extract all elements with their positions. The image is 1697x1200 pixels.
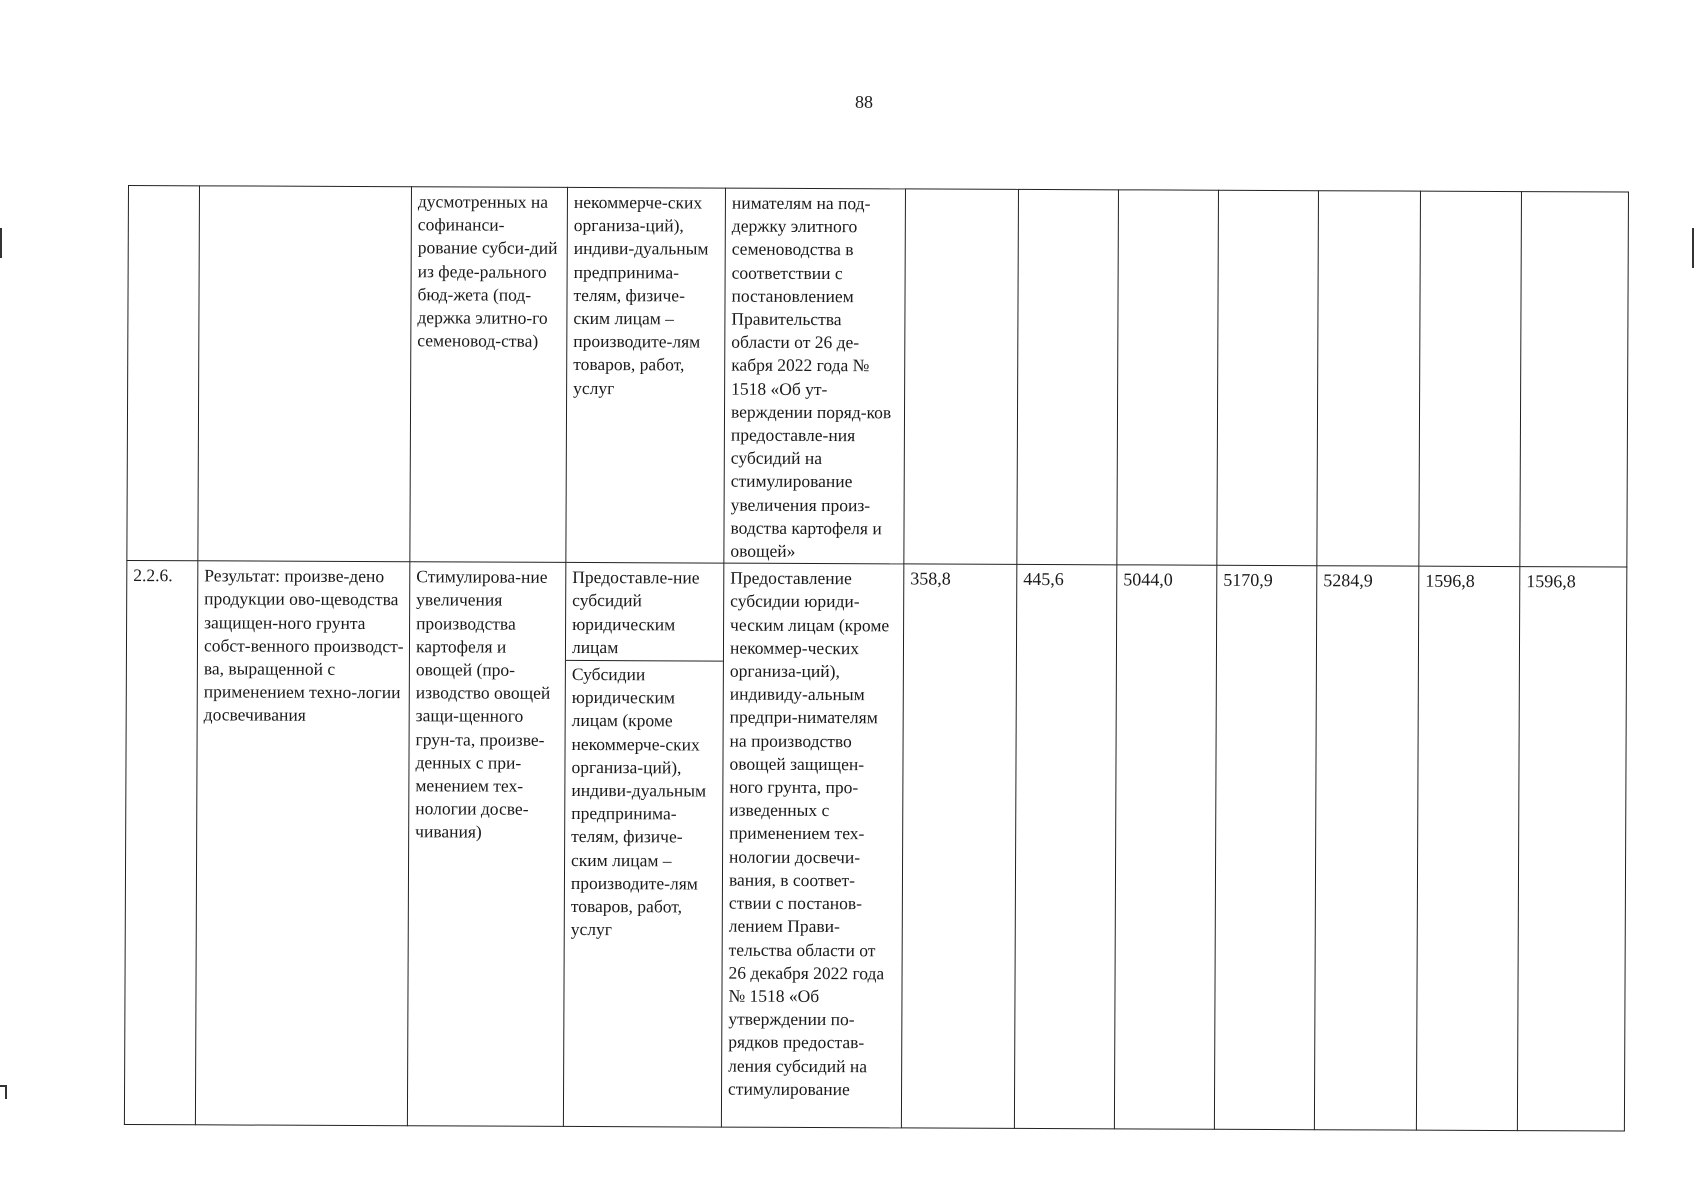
measure-cell: Стимулирова-ние увеличения производства картофеля и овощей (про-изводство овощей защи-щенного грун-та, произве-денных с при-менением тех-нологии досве-чивания) [407, 562, 565, 1127]
value-cell: 1596,8 [1517, 567, 1626, 1131]
value-cell [1217, 190, 1319, 566]
result-cell [198, 186, 412, 562]
item-code-cell [127, 186, 200, 562]
value-cell [1117, 190, 1219, 566]
program-table [124, 185, 1629, 1132]
value-cell [1317, 191, 1421, 567]
table-row [124, 561, 1626, 1132]
table-row [127, 186, 1629, 568]
recipient-cell [563, 563, 723, 1128]
value-cell: 5284,9 [1314, 566, 1418, 1130]
value-cell [1017, 189, 1119, 565]
value-cell [1520, 192, 1629, 568]
recipient-cell-bottom: Субсидии юридическим лицам (кроме некоммерче-ских организа-ций), индиви-дуальным предпринима-телям, физиче-ским лицам – производите-лям товаров, работ, услуг [570, 664, 707, 940]
scan-margin-mark [5, 1085, 7, 1099]
value-cell: 358,8 [901, 564, 1016, 1128]
item-code-cell: 2.2.6. [124, 561, 197, 1125]
value-cell: 5044,0 [1114, 565, 1216, 1129]
legal-basis-cell: Предоставление субсидии юриди-ческим лицам (кроме некоммер-ческих организа-ций), индивиду-альным предпри-нимателям на производство овощей защищен-ного грунта, про-изведенных с применением тех-нологии досвечи-вания, в соответ-ствии с постанов-лением Прави-тельства области от 26 декабря 2022 года № 1518 «Об утверждении по-рядков предостав-ления субсидий на стимулирование [721, 563, 903, 1128]
value-cell: 1596,8 [1416, 566, 1519, 1130]
value-cell [1419, 191, 1522, 567]
scan-margin-mark [0, 228, 2, 258]
measure-cell: дусмотренных на софинанси-рование субси-дий из феде-рального бюд-жета (под-держка элитно-го семеновод-ства) [410, 187, 568, 563]
value-cell [904, 189, 1019, 565]
value-cell: 5170,9 [1214, 566, 1316, 1130]
value-cell: 445,6 [1014, 565, 1116, 1129]
page-number: 88 [855, 92, 873, 112]
recipient-cell-top: Предоставле-ние субсидий юридическим лицам [566, 566, 723, 661]
scan-margin-mark [1692, 228, 1694, 268]
recipient-cell: некоммерче-ских организа-ций), индиви-дуальным предпринима-телям, физиче-ским лицам – производите-лям товаров, работ, услуг [566, 187, 726, 563]
legal-basis-cell: нимателям на под-держку элитного семеноводства в соответствии с постановлением Правительства области от 26 де-кабря 2022 года № 1518 «Об ут-верждении поряд-ков предоставле-ния субсидий на стимулирование увеличения произ-водства картофеля и овощей» [724, 188, 906, 564]
result-cell: Результат: произве-дено продукции ово-щеводства защищен-ного грунта собст-венного производст-ва, выращенной с применением техно-логии досвечивания [195, 561, 409, 1126]
